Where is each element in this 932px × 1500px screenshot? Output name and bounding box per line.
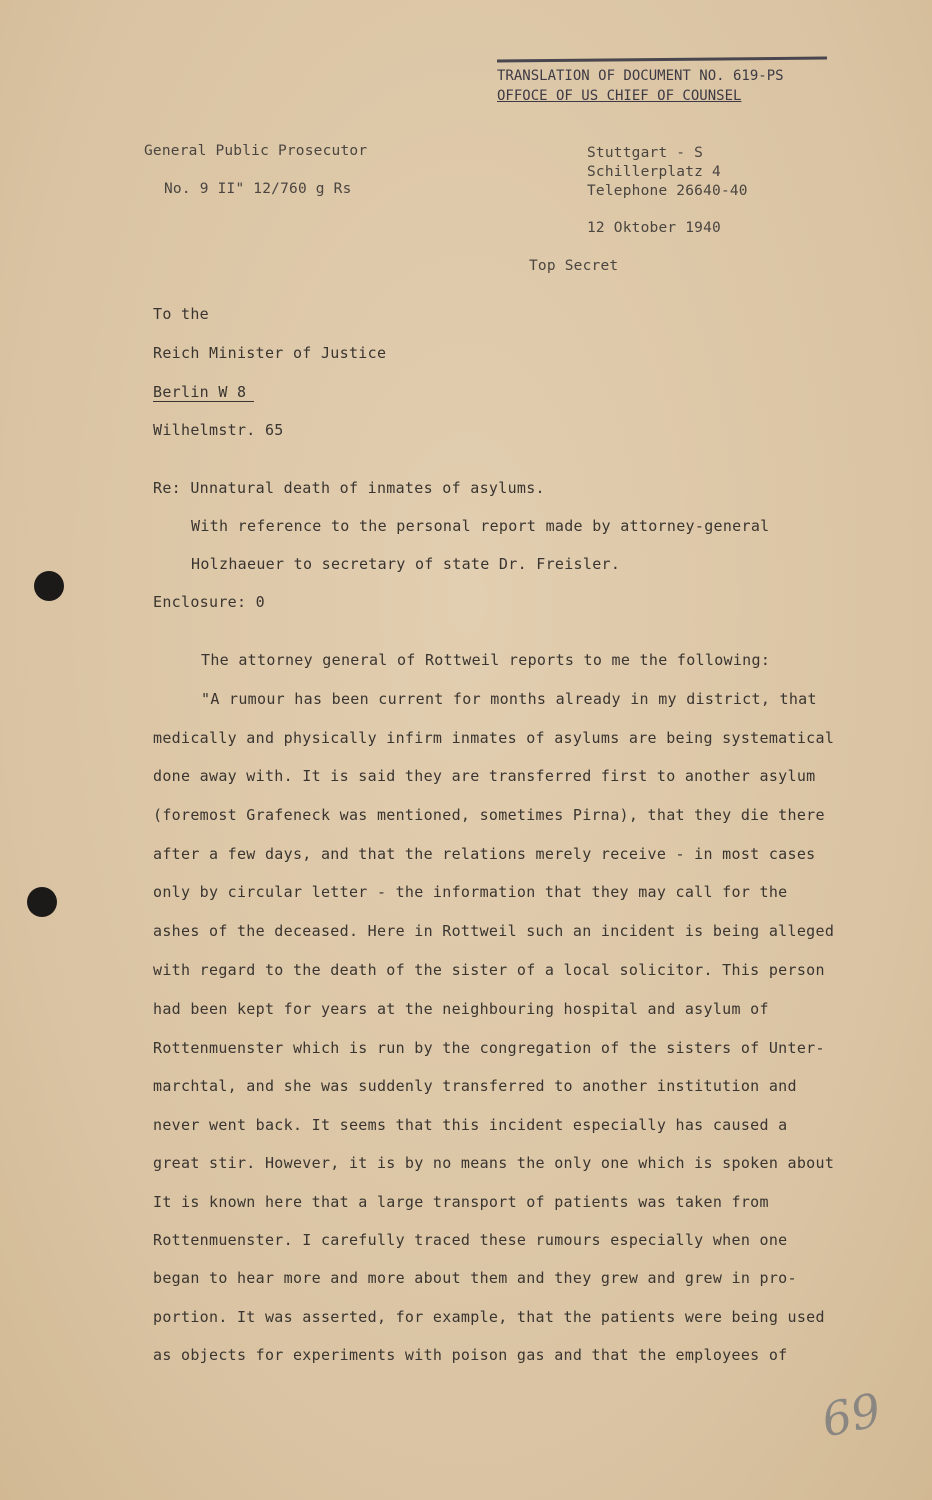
body-line: The attorney general of Rottweil reports to me the following: — [201, 651, 771, 669]
classification: Top Secret — [529, 258, 619, 274]
punch-hole-icon — [27, 887, 57, 917]
body-line: Rottenmuenster. I carefully traced these rumours especially when one — [153, 1231, 788, 1249]
stamp-document-number: TRANSLATION OF DOCUMENT NO. 619-PS — [497, 68, 784, 84]
recipient-line2: Reich Minister of Justice — [153, 344, 387, 362]
body-line: had been kept for years at the neighbouring hospital and asylum of — [153, 1000, 769, 1018]
sender-title: General Public Prosecutor — [144, 143, 368, 159]
recipient-line4: Wilhelmstr. 65 — [153, 421, 284, 439]
body-line: began to hear more and more about them and they grew and grew in pro- — [153, 1269, 797, 1287]
body-line: (foremost Grafeneck was mentioned, sometimes Pirna), that they die there — [153, 806, 825, 824]
body-line: great stir. However, it is by no means the only one which is spoken about — [153, 1154, 835, 1172]
body-line: medically and physically infirm inmates of asylums are being systematical — [153, 729, 835, 747]
letter-date: 12 Oktober 1940 — [587, 220, 721, 236]
body-line: marchtal, and she was suddenly transferred to another institution and — [153, 1077, 797, 1095]
body-line: only by circular letter - the information that they may call for the — [153, 883, 788, 901]
address-telephone: Telephone 26640-40 — [587, 183, 748, 199]
body-line: done away with. It is said they are transferred first to another asylum — [153, 767, 816, 785]
body-line: It is known here that a large transport of patients was taken from — [153, 1193, 769, 1211]
handwritten-page-number: 69 — [817, 1382, 886, 1448]
stamp-office: OFFOCE OF US CHIEF OF COUNSEL — [497, 88, 742, 104]
body-line: "A rumour has been current for months already in my district, that — [201, 690, 817, 708]
recipient-line3: Berlin W 8 — [153, 383, 254, 402]
sender-reference: No. 9 II" 12/760 g Rs — [164, 181, 352, 197]
subject-ref1: With reference to the personal report made by attorney-general — [191, 517, 770, 535]
body-line: after a few days, and that the relations merely receive - in most cases — [153, 845, 816, 863]
body-line: as objects for experiments with poison gas and that the employees of — [153, 1346, 788, 1364]
recipient-line1: To the — [153, 305, 209, 323]
subject-re: Re: Unnatural death of inmates of asylums. — [153, 479, 545, 497]
address-street: Schillerplatz 4 — [587, 164, 721, 180]
body-line: portion. It was asserted, for example, that the patients were being used — [153, 1308, 825, 1326]
body-line: Rottenmuenster which is run by the congregation of the sisters of Unter- — [153, 1039, 825, 1057]
subject-ref2: Holzhaeuer to secretary of state Dr. Freisler. — [191, 555, 621, 573]
body-line: with regard to the death of the sister of a local solicitor. This person — [153, 961, 825, 979]
translation-stamp — [497, 58, 842, 110]
body-line: ashes of the deceased. Here in Rottweil such an incident is being alleged — [153, 922, 835, 940]
enclosure: Enclosure: 0 — [153, 593, 265, 611]
address-city: Stuttgart - S — [587, 145, 704, 161]
punch-hole-icon — [34, 571, 64, 601]
body-line: never went back. It seems that this incident especially has caused a — [153, 1116, 788, 1134]
